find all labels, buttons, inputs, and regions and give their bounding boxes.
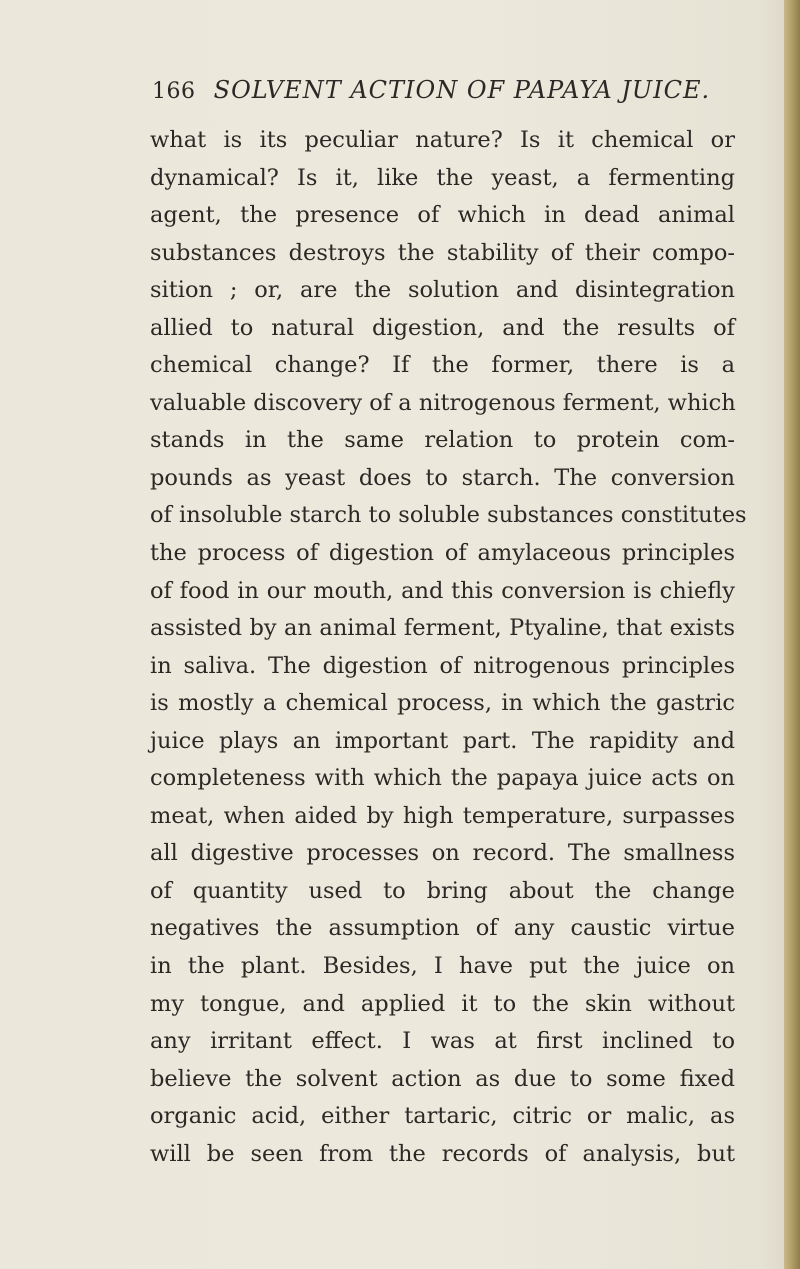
running-title: SOLVENT ACTION OF PAPAYA JUICE.: [213, 76, 711, 104]
text-line: organic acid, either tartaric, citric or malic, as: [150, 1103, 735, 1130]
text-line: agent, the presence of which in dead animal: [150, 202, 735, 229]
page-number: 166: [152, 79, 196, 104]
text-line: all digestive processes on record. The smallness: [150, 840, 735, 867]
text-line: any irritant effect. I was at first inclined to: [150, 1028, 735, 1055]
text-line: dynamical? Is it, like the yeast, a fermenting: [150, 164, 735, 191]
text-line: the process of digestion of amylaceous principles: [150, 540, 735, 567]
text-line: chemical change? If the former, there is a: [150, 352, 735, 379]
body-text: [150, 122, 747, 1173]
book-spine-edge: [784, 0, 800, 1269]
text-line: valuable discovery of a nitrogenous ferment, which: [150, 389, 736, 416]
text-line: completeness with which the papaya juice acts on: [150, 765, 735, 792]
text-line: what is its peculiar nature? Is it chemical or: [150, 127, 735, 153]
text-line: pounds as yeast does to starch. The conversion: [150, 464, 735, 491]
text-line: of quantity used to bring about the change: [150, 877, 735, 904]
text-line: of insoluble starch to soluble substances constitutes: [150, 502, 747, 529]
text-line: meat, when aided by high temperature, surpasses: [150, 802, 735, 829]
text-line: believe the solvent action as due to some fixed: [150, 1065, 735, 1092]
text-line: substances destroys the stability of their compo-: [150, 239, 735, 266]
text-line: is mostly a chemical process, in which the gastric: [150, 690, 735, 717]
text-line: allied to natural digestion, and the results of: [150, 314, 735, 341]
text-line: will be seen from the records of analysis, but: [150, 1140, 735, 1167]
text-line: stands in the same relation to protein com-: [150, 427, 735, 454]
text-line: of food in our mouth, and this conversion is chiefly: [150, 577, 735, 604]
text-line: in saliva. The digestion of nitrogenous principles: [150, 652, 735, 679]
running-head: [152, 76, 732, 104]
text-line: in the plant. Besides, I have put the juice on: [150, 953, 735, 980]
text-line: juice plays an important part. The rapidity and: [150, 727, 735, 754]
text-line: negatives the assumption of any caustic virtue: [150, 915, 735, 942]
text-line: assisted by an animal ferment, Ptyaline, that exists: [150, 615, 735, 642]
text-line: my tongue, and applied it to the skin without: [150, 990, 735, 1017]
text-line: sition ; or, are the solution and disintegration: [150, 277, 735, 304]
